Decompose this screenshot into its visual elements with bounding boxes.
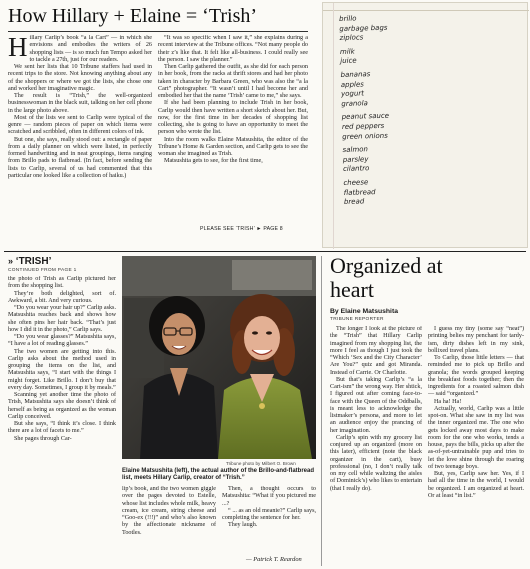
paragraph: “It was so specific when I saw it,” she explains during a recent interview at the Tribune offices. “Not many people do their z’s like that. It felt like all-business. I could really see the person. I saw the planner.”: [158, 35, 308, 63]
paragraph: Scanning yet another time the photo of Trish, Matsushita says she doesn’t think of herself as being as organized as the woman Carlip conceived.: [8, 392, 116, 420]
paragraph: But she says, “I think it’s close. I think there are a lot of facets to me.”: [8, 421, 116, 435]
photo-credit: Tribune photo by Milbert O. Brown: [226, 461, 296, 466]
organized-col-1: [330, 326, 422, 566]
shopping-list-card: [322, 2, 528, 248]
paragraph: If she had been planning to include Trish in her book, Carlip would then have written a short sketch about her. But, now, for the first time in her decades of shopping list collecting, she is going to have an opportunity to meet the person who wrote the list.: [158, 100, 308, 136]
planner-top-rule: [323, 10, 529, 11]
paragraph: They’re both delighted, sort of. Awkward, a bit. And very curious.: [8, 290, 116, 304]
paragraph: The longer I look at the picture of the “Trish” that Hillary Carlip imagined from my shopping list, the more I feel as though I just took the “Which ‘Sex and the City Character’ Are You?” quiz and got Miranda. Instead of Carrie. Or Charlotte.: [330, 326, 422, 376]
list-item: juice: [340, 56, 357, 66]
organized-headline: Organized at heart: [330, 253, 443, 302]
planner-margin-line: [333, 3, 334, 249]
section-divider: [4, 251, 526, 252]
paragraph: “ ... as an old meanie?” Carlip says, completing the sentence for her.: [222, 507, 316, 521]
jump-col-3: [222, 486, 316, 546]
photo: [122, 256, 316, 459]
paragraph: They laugh.: [228, 522, 258, 529]
list-item: flatbread: [343, 187, 376, 197]
list-item: salmon: [342, 145, 369, 155]
headline-rule: [8, 31, 308, 32]
list-item: peanut sauce: [341, 112, 390, 122]
paragraph: But, yes, Carlip saw her. Yes, if I had all the time in the world, I would be organized. I am organized at heart. Or at least “in list.”: [428, 471, 524, 499]
paragraph: “Do you wear glasses?” Matsushita says, “I have a lot of reading glasses.”: [8, 334, 116, 348]
list-item: ziplocs: [339, 33, 364, 43]
list-item: garbage bags: [339, 23, 388, 33]
column-divider: [321, 256, 322, 566]
paragraph: The two women are getting into this. Carlip asks about the method used in grouping the items on the list, and Matsushita says, “I start with the things I might forget. Like Brillo. I don’t buy that every day. Sometimes, I group it by meals.”: [8, 348, 116, 391]
photo-illustration: [122, 256, 316, 459]
jump-line: PLEASE SEE ‘TRISH’ ► PAGE 8: [200, 226, 283, 232]
list-item: bread: [343, 197, 365, 207]
paragraph: Ha ha! Ha!: [434, 398, 462, 405]
paragraph: Actually, world, Carlip was a little spot-on. What she saw in my list was the inner organized me. The one who gets locked away most days to make room for the one who works, tends a house, pays the bills, picks up after the as-of-yet-untrainable pup and tries to let the love shine through the roaring of two teenage boys.: [428, 405, 524, 470]
signoff: — Patrick T. Reardon: [246, 556, 302, 563]
paragraph: To Carlip, those little letters — that reminded me to pick up Brillo and granola; the words grouped keeping the breakfast foods together; then the ingredients for a roasted salmon dish — said “organized.”: [428, 355, 524, 398]
double-arrow-icon: »: [8, 256, 14, 266]
reporter-tag: TRIBUNE REPORTER: [330, 317, 384, 322]
paragraph: the photo of Trish as Carlip pictured her from the shopping list.: [8, 276, 116, 290]
list-item: brillo: [339, 14, 357, 23]
list-item: granola: [341, 99, 368, 108]
list-item: parsley: [342, 154, 369, 164]
paragraph: Carlip’s spin with my grocery list conjured up an organized (more on this later), efficient (note the black organizer in the cart), busy professional (no, I don’t really talk on my cell while waltzing the aisles of Dominick’s) who likes to entertain (that I really do).: [330, 434, 422, 492]
shopping-list: [339, 12, 464, 208]
top-story-col-1: [8, 35, 152, 235]
paragraph: Then Carlip gathered the outfit, as she did for each person in her book, from the racks at thrift stores and had her photo taken in character by Barbara Green, who was also the “a la Cart” photographer. “It wasn’t until I had become her and embodied her that the name ‘Trish’ came to me,” she says.: [158, 64, 308, 99]
paragraph: But one, she says, really stood out: a rectangle of paper from a daily planner on which were listed, in perfectly formed handwriting and in neat groupings, items ranging from Brillo pads to flatbread. (In fact, before sending the lists to Carlip, several of us had commented that this particular one looked like a collection of haiku.): [8, 136, 152, 179]
drop-cap: H: [8, 35, 28, 62]
paragraph: Then, a thought occurs to Matsushita: “What if you pictured me ...?: [222, 486, 316, 507]
paragraph: Matsushita gets to see, for the first time,: [164, 158, 263, 165]
paragraph: She pages through Car-: [14, 435, 72, 442]
jump-tag-label: ‘TRISH’: [15, 256, 52, 267]
paragraph: “Do you wear your hair up?” Carlip asks. Matsushita reaches back and shows how she often pins her hair back. “That’s just how I did it in the photo,” Carlip says.: [8, 305, 116, 333]
list-item: bananas: [340, 70, 371, 79]
paragraph: We sent her lists that 10 Tribune staffers had used in recent trips to the store. Not knowing anything about any of the shoppers or where we got the lists, she chose one and worked her imaginative magic.: [8, 64, 152, 92]
byline: By Elaine Matsushita: [330, 308, 398, 315]
paragraph: lip’s book, and the two women giggle over the pages devoted to Estelle, whose list includes whole milk, heavy cream, ice cream, string cheese and “Goo-ex (!!!)” and who’s also known by the affectionate nickname of Tootles.: [122, 486, 216, 536]
list-item: apples: [340, 79, 364, 89]
paragraph: But that’s taking Carlip’s “a la Cart-ism” the wrong way. Her shtick, I figured out after coming face-to-face with the Queen of the Oddballs, is meant less to acknowledge the listmaker’s persona, and more to let an audience enjoy the prancing of her imagination.: [330, 376, 422, 434]
continued-line: CONTINUED FROM PAGE 1: [8, 268, 77, 273]
list-item: yogurt: [340, 89, 365, 99]
paragraph: The result is “Trish,” the well-organized businesswoman in the black suit, talking on her cell phone in the large photo above.: [8, 93, 152, 114]
paragraph: I guess my tiny (some say “neat”) printing belies my penchant for tardy-ism, dirty dishes left in my sink, bollixed travel plans.: [428, 326, 524, 354]
list-item: cilantro: [342, 164, 370, 174]
top-headline: How Hillary + Elaine = ‘Trish’: [8, 5, 258, 27]
organized-col-2: [428, 326, 524, 566]
photo-caption: [122, 468, 316, 482]
jump-tag: [8, 256, 51, 267]
paragraph: Into the room walks Elaine Matsushita, the editor of the Tribune’s Home & Garden section, and Carlip gets to see the woman she imagined as Trish.: [158, 136, 308, 157]
top-story-col-2: [158, 35, 308, 223]
list-item: milk: [339, 47, 355, 56]
jump-col-2: [122, 486, 216, 566]
jump-col-1: [8, 276, 116, 567]
caption-text: Elaine Matsushita (left), the actual author of the Brillo-and-flatbread list, meets Hillary Carlip, creator of “Trish.”: [122, 468, 315, 482]
paragraph: illary Carlip’s book “a la Cart” — in which she envisions and embodies the writers of 26 shopping lists — is so much fun Tempo asked her to tackle a 27th, just for our readers.: [29, 35, 152, 63]
list-item: green onions: [342, 131, 388, 141]
paragraph: Most of the lists we sent to Carlip were typical of the genre — random pieces of paper on which items were scratched and scribbled, often in different colors of ink.: [8, 114, 152, 136]
list-item: red peppers: [341, 121, 385, 131]
list-item: cheese: [343, 178, 369, 187]
